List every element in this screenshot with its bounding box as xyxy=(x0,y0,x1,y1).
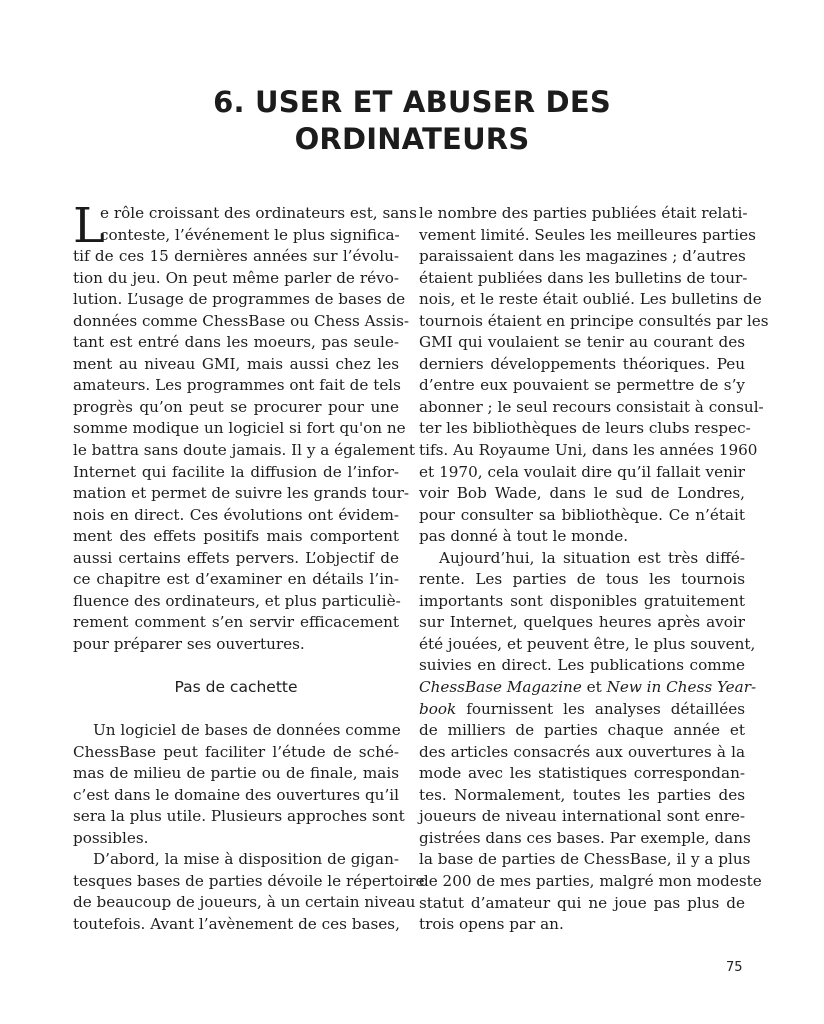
text-line: gistrées dans ces bases. Par exemple, dans xyxy=(419,828,751,847)
right-column xyxy=(419,203,769,936)
text-line: paraissaient dans les magazines ; d’autres xyxy=(419,247,746,266)
text-line: pour consulter sa bibliothèque. Ce n’était xyxy=(419,505,745,524)
text-line: la base de parties de ChessBase, il y a plus xyxy=(419,850,751,869)
spacer xyxy=(73,698,399,720)
text-line: tion du jeu. On peut même parler de révo- xyxy=(73,268,399,287)
paragraph-3 xyxy=(73,849,425,935)
text-line: données comme ChessBase ou Chess Assis- xyxy=(73,311,409,330)
text-line: vement limité. Seules les meilleures parties xyxy=(419,225,756,244)
text-line: Un logiciel de bases de données comme xyxy=(93,721,401,740)
left-column xyxy=(73,198,425,936)
text-line: ment des effets positifs mais comportent xyxy=(73,527,399,546)
text-line: Internet qui facilite la diffusion de l’infor- xyxy=(73,462,399,481)
text-line: de beaucoup de joueurs, à un certain niveau xyxy=(73,893,416,912)
text-line: trois opens par an. xyxy=(419,915,564,934)
text-line: D’abord, la mise à disposition de gigan- xyxy=(93,850,399,869)
text-line: derniers développements théoriques. Peu xyxy=(419,354,745,373)
text-line: GMI qui voulaient se tenir au courant des xyxy=(419,333,745,352)
text-line: pour préparer ses ouvertures. xyxy=(73,634,305,653)
text-line: étaient publiées dans les bulletins de tour- xyxy=(419,268,748,287)
text-line: pas donné à tout le monde. xyxy=(419,527,629,546)
text-line: mas de milieu de partie ou de finale, mais xyxy=(73,764,399,783)
text-line: sera la plus utile. Plusieurs approches sont xyxy=(73,807,405,826)
text-line: tif de ces 15 dernières années sur l’évolu- xyxy=(73,247,399,266)
text-line: été jouées, et peuvent être, le plus souvent, xyxy=(419,634,756,653)
line-text: fournissent les analyses détaillées xyxy=(456,699,745,718)
text-line: importants sont disponibles gratuitement xyxy=(419,591,745,610)
text-line: le battra sans doute jamais. Il y a également xyxy=(73,441,416,460)
text-line: fluence des ordinateurs, et plus particuliè- xyxy=(73,591,401,610)
text-line: mation et permet de suivre les grands tour- xyxy=(73,484,410,503)
text-line: sur Internet, quelques heures après avoir xyxy=(419,613,745,632)
text-line: ter les bibliothèques de leurs clubs respec- xyxy=(419,419,751,438)
text-line: tournois étaient en principe consultés par les xyxy=(419,311,769,330)
paragraph-3-continued xyxy=(419,203,769,548)
text-line: nois, et le reste était oublié. Les bulletins de xyxy=(419,290,762,309)
text-line: c’est dans le domaine des ouvertures qu’il xyxy=(73,785,399,804)
text-line: des articles consacrés aux ouvertures à la xyxy=(419,742,745,761)
text-line: de 200 de mes parties, malgré mon modeste xyxy=(419,871,762,890)
text-line: ce chapitre est d’examiner en détails l’in- xyxy=(73,570,399,589)
text-line: voir Bob Wade, dans le sud de Londres, xyxy=(419,484,745,503)
publication-title: ChessBase Magazine xyxy=(419,678,582,697)
text-line: mode avec les statistiques correspondan- xyxy=(419,764,745,783)
text-line: lution. L’usage de programmes de bases de xyxy=(73,290,406,309)
text-line: Aujourd’hui, la situation est très diffé- xyxy=(439,548,745,567)
text-line: amateurs. Les programmes ont fait de tels xyxy=(73,376,401,395)
chapter-title xyxy=(0,84,824,158)
text-line: conteste, l’événement le plus significa- xyxy=(100,225,400,244)
page-number: 75 xyxy=(726,960,743,975)
intro-paragraph xyxy=(73,198,417,655)
text-line: tant est entré dans les moeurs, pas seule- xyxy=(73,333,399,352)
text-line: et 1970, cela voulait dire qu’il fallait venir xyxy=(419,462,745,481)
text-line: suivies en direct. Les publications comme xyxy=(419,656,745,675)
paragraph-2 xyxy=(73,720,405,849)
text-line: possibles. xyxy=(73,828,149,847)
text-line: toutefois. Avant l’avènement de ces bases, xyxy=(73,914,400,933)
text-line: le nombre des parties publiées était relati- xyxy=(419,204,748,222)
chapter-title-line-1: 6. USER ET ABUSER DES xyxy=(213,85,611,119)
text-line: statut d’amateur qui ne joue pas plus de xyxy=(419,893,745,912)
paragraph-4 xyxy=(419,548,762,936)
text-line: rente. Les parties de tous les tournois xyxy=(419,570,745,589)
text-line: e rôle croissant des ordinateurs est, sans xyxy=(100,204,417,222)
text-line: ment au niveau GMI, mais aussi chez les xyxy=(73,354,399,373)
chapter-title-line-2: ORDINATEURS xyxy=(294,122,530,156)
section-subheading: Pas de cachette xyxy=(174,678,298,697)
text-line: ChessBase peut faciliter l’étude de sché- xyxy=(73,742,399,761)
text-line: tesques bases de parties dévoile le répertoire xyxy=(73,871,425,890)
text-line-with-title xyxy=(419,699,745,721)
text-line: aussi certains effets pervers. L’objectif de xyxy=(73,548,399,567)
publication-title: New in Chess Year- xyxy=(606,678,757,697)
text-line: nois en direct. Ces évolutions ont évidem- xyxy=(73,505,399,524)
text-line: somme modique un logiciel si fort qu'on ne xyxy=(73,419,406,438)
text-line: abonner ; le seul recours consistait à consul- xyxy=(419,397,764,416)
drop-cap: L xyxy=(73,198,105,254)
text-line: de milliers de parties chaque année et xyxy=(419,721,745,740)
text-line-with-titles xyxy=(419,677,757,699)
connector-text: et xyxy=(581,678,607,697)
text-line: tifs. Au Royaume Uni, dans les années 1960 xyxy=(419,441,758,460)
text-line: progrès qu’on peut se procurer pour une xyxy=(73,397,399,416)
text-line: tes. Normalement, toutes les parties des xyxy=(419,785,745,804)
text-line: d’entre eux pouvaient se permettre de s’y xyxy=(419,376,745,395)
text-line: joueurs de niveau international sont enre- xyxy=(419,807,745,826)
publication-title: book xyxy=(419,699,457,718)
text-line: rement comment s’en servir efficacement xyxy=(73,613,399,632)
